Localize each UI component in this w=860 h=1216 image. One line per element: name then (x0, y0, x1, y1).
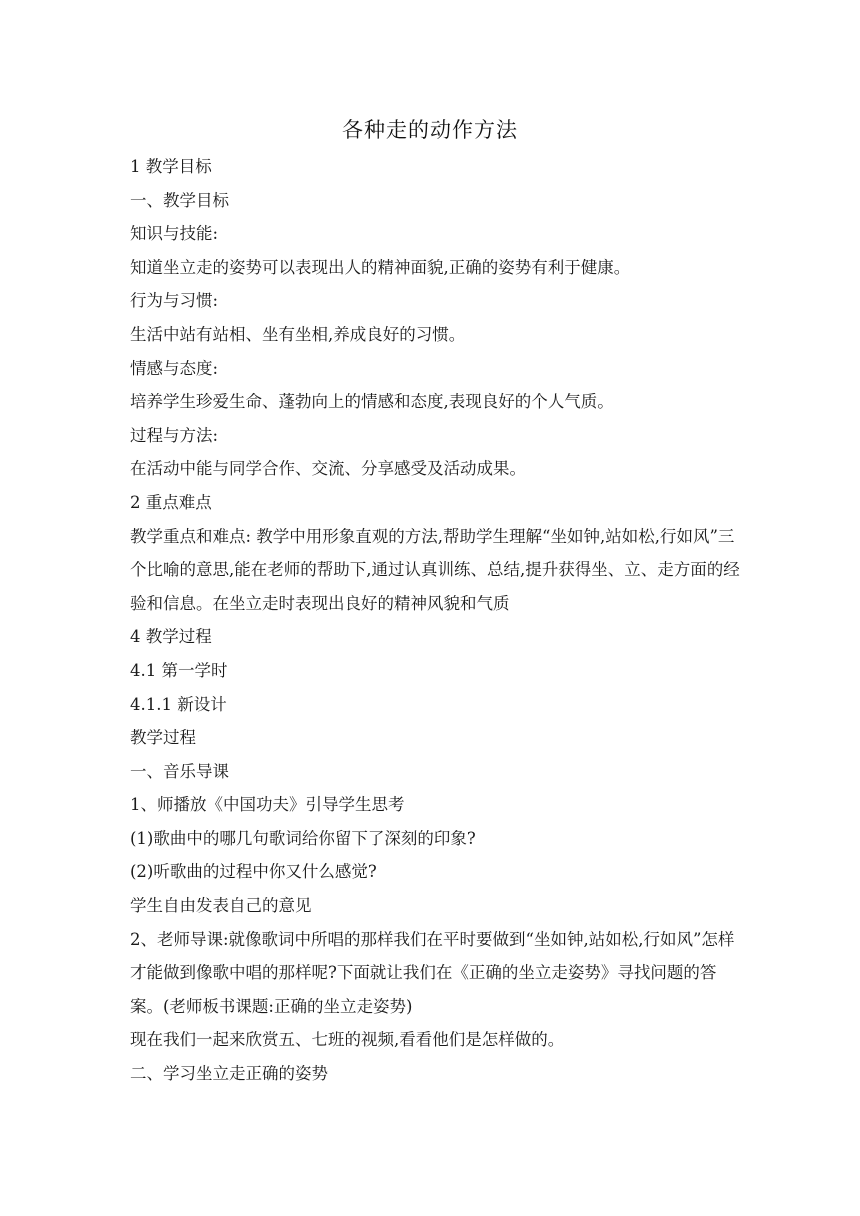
text-watch-video: 现在我们一起来欣赏五、七班的视频,看看他们是怎样做的。 (130, 1030, 565, 1050)
text-question-2: (2)听歌曲的过程中你又什么感觉? (130, 862, 377, 882)
heading-key-points: 2 重点难点 (130, 492, 212, 512)
text-students-opinion: 学生自由发表自己的意见 (130, 896, 312, 916)
heading-teaching-process: 4 教学过程 (130, 627, 212, 647)
label-knowledge-skills: 知识与技能: (130, 224, 219, 244)
text-process-method: 在活动中能与同学合作、交流、分享感受及活动成果。 (130, 459, 526, 479)
label-process-method: 过程与方法: (130, 425, 219, 445)
heading-new-design: 4.1.1 新设计 (130, 694, 227, 714)
text-question-1: (1)歌曲中的哪几句歌词给你留下了深刻的印象? (130, 828, 476, 848)
label-behavior-habits: 行为与习惯: (130, 291, 219, 311)
document-body (130, 150, 740, 1091)
label-emotion-attitude: 情感与态度: (130, 358, 219, 378)
document-title: 各种走的动作方法 (342, 118, 518, 142)
subheading-learn-postures: 二、学习坐立走正确的姿势 (130, 1064, 328, 1084)
heading-first-lesson: 4.1 第一学时 (130, 660, 228, 680)
subheading-music-intro: 一、音乐导课 (130, 761, 229, 781)
paragraph-key-points: 教学重点和难点: 教学中用形象直观的方法,帮助学生理解“坐如钟,站如松,行如风”三个比喻的意思,能在老师的帮助下,通过认真训练、总结,提升获得坐、立、走方面的经验和信息。在坐立走时表现出良好的精神风貌和气质 (130, 526, 740, 613)
text-behavior-habits: 生活中站有站相、坐有坐相,养成良好的习惯。 (130, 324, 466, 344)
subheading-teaching-goals: 一、教学目标 (130, 190, 229, 210)
heading-teaching-goals: 1 教学目标 (130, 157, 212, 176)
text-play-song: 1、师播放《中国功夫》引导学生思考 (130, 795, 405, 815)
label-teaching-process: 教学过程 (130, 728, 196, 748)
text-emotion-attitude: 培养学生珍爱生命、蓬勃向上的情感和态度,表现良好的个人气质。 (130, 392, 614, 412)
text-knowledge-skills: 知道坐立走的姿势可以表现出人的精神面貌,正确的姿势有利于健康。 (130, 257, 631, 277)
paragraph-teacher-guide: 2、老师导课:就像歌词中所唱的那样我们在平时要做到“坐如钟,站如松,行如风”怎样才能做到像歌中唱的那样呢?下面就让我们在《正确的坐立走姿势》寻找问题的答案。(老师板书课题:正确的坐立走姿势) (130, 929, 735, 1016)
